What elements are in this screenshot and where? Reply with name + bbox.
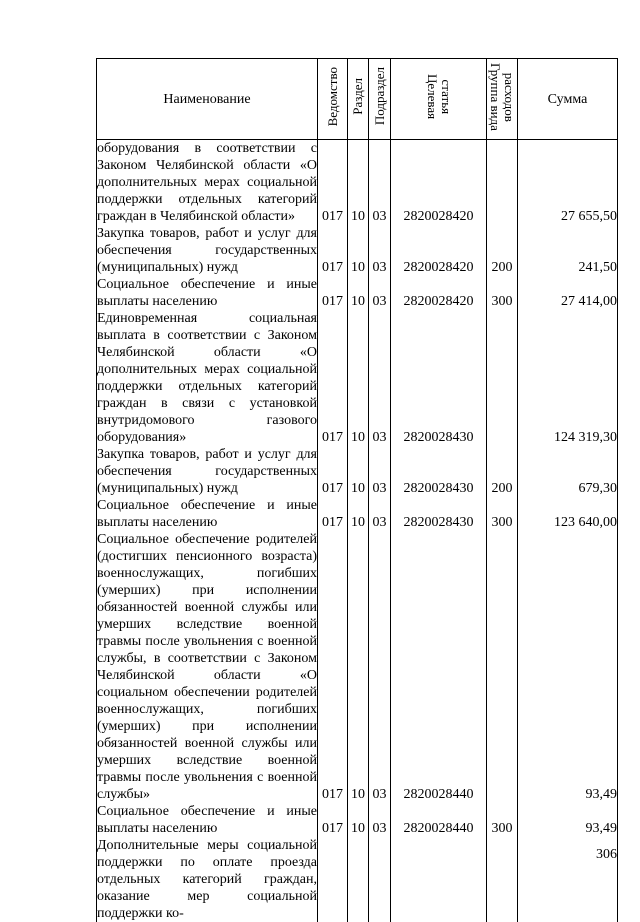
cell-sum: 241,50 — [518, 225, 618, 276]
cell-sum: 123 640,00 — [518, 497, 618, 531]
cell-cs: 2820028420 — [391, 225, 487, 276]
cell-raz: 10 — [348, 497, 369, 531]
cell-raz: 10 — [348, 803, 369, 837]
cell-ved: 017 — [318, 446, 348, 497]
table-row — [97, 837, 618, 922]
cell-sum: 27 655,50 — [518, 140, 618, 226]
header-podrazdel: Подраздел — [369, 59, 391, 140]
cell-sum: 27 414,00 — [518, 276, 618, 310]
cell-sum: 93,49 — [518, 531, 618, 803]
cell-pod: 03 — [369, 310, 391, 446]
cell-pod: 03 — [369, 276, 391, 310]
cell-cs: 2820028430 — [391, 310, 487, 446]
cell-raz: 10 — [348, 446, 369, 497]
table-row — [97, 446, 618, 497]
cell-pod: 03 — [369, 531, 391, 803]
cell-ved: 017 — [318, 497, 348, 531]
cell-ved: 017 — [318, 531, 348, 803]
cell-gvr: 200 — [487, 225, 518, 276]
cell-pod: 03 — [369, 803, 391, 837]
cell-name: Социальное обеспечение родителей (достигших пенсионного возраста) военнослужащих, погибших (умерших) при исполнении обязанностей военной службы или умерших вследствие военной травмы после увольнения с военной службы, в соответствии с Законом Челябинской области «О социальном обеспечении родителей военнослужащих, погибших (умерших) при исполнении обязанностей военной службы или умерших вследствие военной травмы после увольнения с военной службы» — [97, 532, 317, 802]
cell-cs: 2820028440 — [391, 531, 487, 803]
cell-cs: 2820028440 — [391, 803, 487, 837]
header-vedomstvo: Ведомство — [318, 59, 348, 140]
cell-name: Дополнительные меры социальной поддержки по оплате проезда отдельных категорий граждан, оказание мер социальной поддержки ко- — [97, 838, 317, 921]
cell-name: Социальное обеспечение и иные выплаты населению — [97, 498, 317, 530]
cell-cs — [391, 837, 487, 922]
cell-raz: 10 — [348, 310, 369, 446]
cell-pod — [369, 837, 391, 922]
cell-name: Закупка товаров, работ и услуг для обеспечения государственных (муниципальных) нужд — [97, 447, 317, 496]
cell-name: оборудования в соответствии с Законом Челябинской области «О дополнительных мерах социальной поддержки отдельных категорий граждан в Челябинской области» — [97, 141, 317, 224]
header-name: Наименование — [97, 59, 318, 140]
cell-raz: 10 — [348, 140, 369, 226]
cell-raz — [348, 837, 369, 922]
cell-ved: 017 — [318, 276, 348, 310]
cell-gvr: 300 — [487, 276, 518, 310]
cell-raz: 10 — [348, 531, 369, 803]
cell-ved: 017 — [318, 140, 348, 226]
cell-sum: 679,30 — [518, 446, 618, 497]
cell-gvr: 200 — [487, 446, 518, 497]
table-row — [97, 140, 618, 226]
cell-gvr — [487, 837, 518, 922]
header-summa: Сумма — [518, 59, 618, 140]
cell-name: Социальное обеспечение и иные выплаты населению — [97, 804, 317, 836]
cell-cs: 2820028420 — [391, 276, 487, 310]
table-row — [97, 225, 618, 276]
cell-sum: 124 319,30 — [518, 310, 618, 446]
cell-name: Закупка товаров, работ и услуг для обеспечения государственных (муниципальных) нужд — [97, 226, 317, 275]
cell-raz: 10 — [348, 225, 369, 276]
table-row — [97, 803, 618, 837]
cell-gvr — [487, 140, 518, 226]
header-razdel: Раздел — [348, 59, 369, 140]
page-number: 306 — [596, 847, 617, 862]
table-header-row — [97, 59, 618, 140]
cell-pod: 03 — [369, 497, 391, 531]
cell-cs: 2820028430 — [391, 497, 487, 531]
cell-pod: 03 — [369, 225, 391, 276]
budget-table — [96, 58, 618, 922]
cell-raz: 10 — [348, 276, 369, 310]
cell-ved: 017 — [318, 803, 348, 837]
cell-pod: 03 — [369, 140, 391, 226]
cell-name: Единовременная социальная выплата в соответствии с Законом Челябинской области «О дополнительных мерах социальной поддержки отдельных категорий граждан в связи с установкой внутридомового газового оборудования» — [97, 311, 317, 445]
cell-gvr — [487, 531, 518, 803]
header-tselevaya-statya: Целевая статья — [391, 59, 487, 140]
table-row — [97, 497, 618, 531]
cell-pod: 03 — [369, 446, 391, 497]
cell-gvr: 300 — [487, 497, 518, 531]
cell-ved: 017 — [318, 225, 348, 276]
table-row — [97, 310, 618, 446]
cell-cs: 2820028430 — [391, 446, 487, 497]
table-row — [97, 531, 618, 803]
header-gruppa-vida-rashodov: Группа вида расходов — [487, 59, 518, 140]
cell-name: Социальное обеспечение и иные выплаты населению — [97, 277, 317, 309]
cell-gvr — [487, 310, 518, 446]
cell-ved: 017 — [318, 310, 348, 446]
table-row — [97, 276, 618, 310]
cell-gvr: 300 — [487, 803, 518, 837]
cell-cs: 2820028420 — [391, 140, 487, 226]
cell-ved — [318, 837, 348, 922]
cell-sum: 93,49 — [518, 803, 618, 837]
